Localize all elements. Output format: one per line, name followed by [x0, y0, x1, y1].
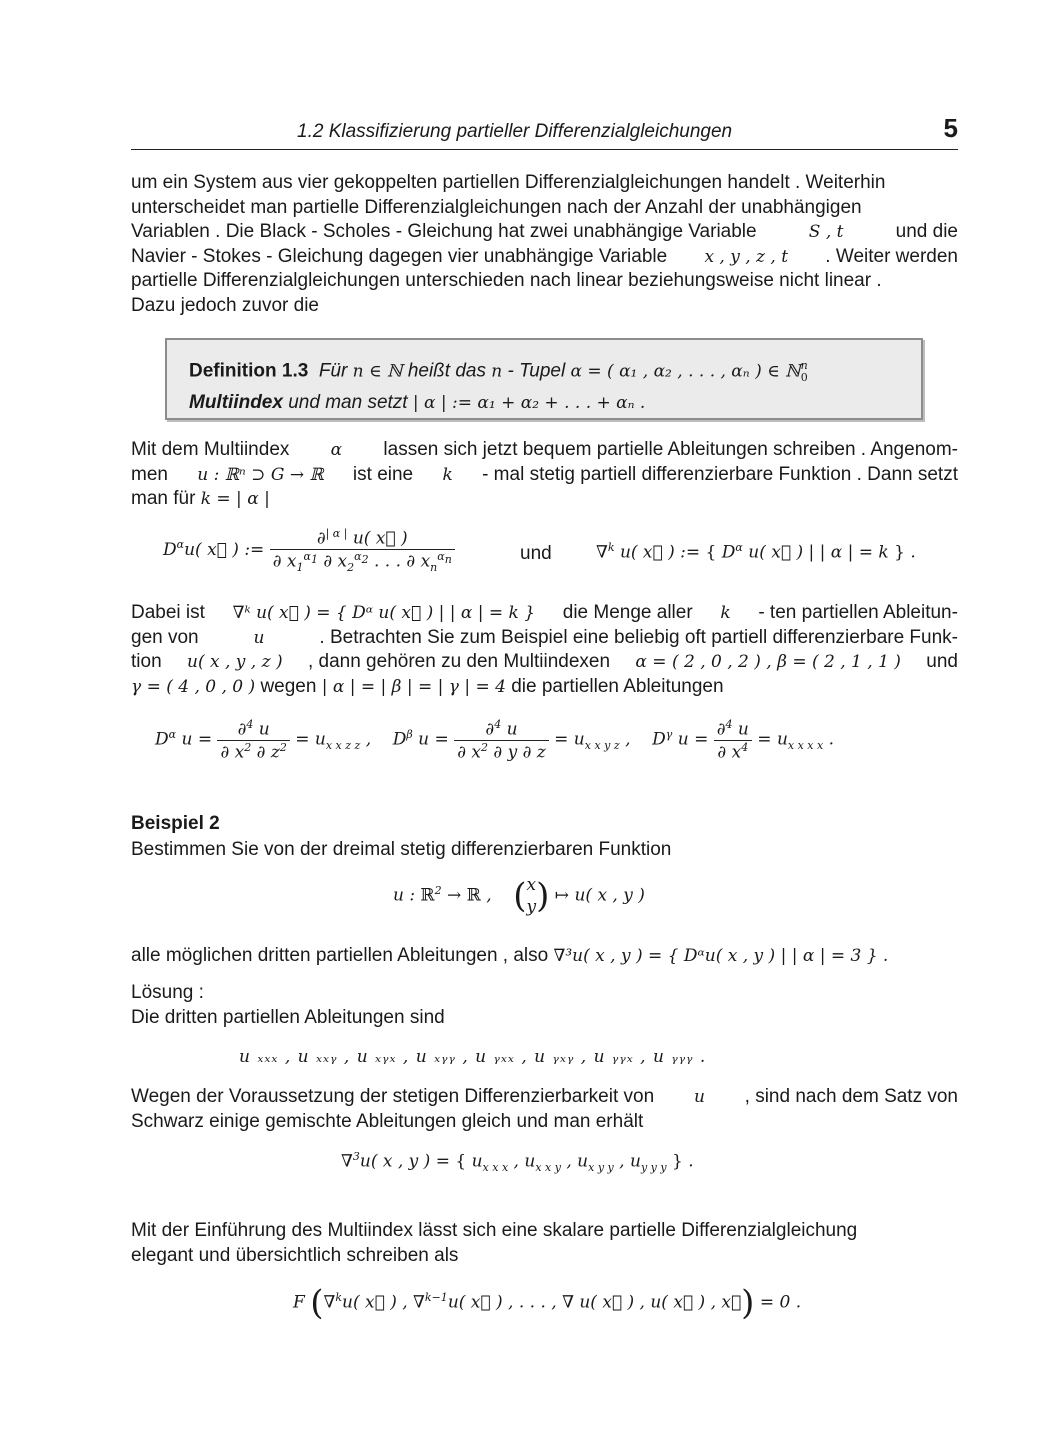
math-inline: u( x , y , z ) — [187, 652, 283, 673]
math-inline: ∇³u( x , y ) = { Dᵅu( x , y ) | | α | = 3 } . — [553, 946, 889, 966]
math-inline: k — [442, 464, 453, 485]
math-inline: | α | = | β | = | γ | = 4 — [321, 676, 506, 697]
text-fragment: , sind nach dem Satz von — [744, 1086, 958, 1107]
paragraph-closing — [131, 1219, 958, 1268]
text-fragment: Wegen der Voraussetzung der stetigen Differenzierbarkeit von — [131, 1086, 655, 1107]
text-fragment: - Tupel — [507, 360, 566, 382]
equation-third-derivatives: u ₓₓₓ , u ₓₓᵧ , u ₓᵧₓ , u ₓᵧᵧ , u ᵧₓₓ , u ᵧₓᵧ , u ᵧᵧₓ , u ᵧᵧᵧ . — [239, 1047, 707, 1067]
math-inline: x , y , z , t — [704, 246, 789, 267]
text-fragment: und man setzt — [288, 391, 408, 413]
text-fragment: die Menge aller — [562, 602, 693, 623]
math-fragment: = u — [295, 729, 326, 750]
text-fragment: ist eine — [352, 463, 414, 485]
math-subscript: x x y z — [584, 739, 620, 753]
definition-box — [165, 338, 923, 420]
text-line: unterscheidet man partielle Differenzialgleichungen nach der Anzahl der unabhängigen — [131, 196, 862, 218]
example-intro: Bestimmen Sie von der dreimal stetig differenzierbaren Funktion — [131, 839, 672, 860]
solution-text: Die dritten partiellen Ableitungen sind — [131, 1007, 445, 1028]
text-fragment: wegen — [260, 675, 317, 697]
math-inline: α = ( α₁ , α₂ , . . . , αₙ ) ∈ ℕ — [570, 361, 801, 382]
math-subscript: x x z z — [325, 739, 361, 753]
equation-function-definition: u : ℝ$^2$ → ℝ , ( x y ) ↦ u( x , y ) — [393, 875, 645, 917]
text-line: Schwarz einige gemischte Ableitungen gleich und man erhält — [131, 1110, 644, 1132]
definition-text: Definition 1.3 Für n ∈ ℕ heißt das n - Tupel α = ( α₁ , α₂ , . . . , αₙ ) ∈ ℕ$^n_0$ Multiindex und man setzt | α | := α₁ + α₂ + . . . + αₙ . — [189, 359, 808, 413]
math-inline: k — [720, 603, 731, 623]
math-fragment: = u — [757, 729, 788, 750]
equation-pde-general: F (∇$^k$u( x⃗ ) , ∇$^{k-1}$u( x⃗ ) , . . . , ∇ u( x⃗ ) , u( x⃗ ) , x⃗) = 0 . — [293, 1283, 802, 1323]
text-fragment: alle möglichen dritten partiellen Ableitungen , also — [131, 945, 549, 966]
text-fragment: - mal stetig partiell differenzierbare Funktion . Dann setzt — [482, 463, 958, 485]
text-fragment: . Betrachten Sie zum Beispiel eine beliebig oft partiell differenzierbare Funk- — [319, 626, 958, 648]
definition-term: Multiindex — [189, 391, 283, 413]
example-task-line — [131, 944, 958, 969]
math-inline: u — [253, 627, 265, 648]
math-fragment: = 0 . — [759, 1292, 802, 1313]
text-fragment: . Weiter werden — [825, 245, 958, 267]
math-inline: n ∈ ℕ — [352, 361, 403, 382]
math-inline: γ = ( 4 , 0 , 0 ) — [131, 676, 256, 697]
connector-word: und — [520, 543, 552, 564]
math-fragment: = u — [554, 729, 585, 750]
text-line: um ein System aus vier gekoppelten partiellen Differenzialgleichungen handelt . Weiterhin — [131, 172, 886, 193]
math-inline: S , t — [808, 222, 844, 243]
text-fragment: heißt das — [407, 360, 486, 382]
equation-derivative-definition: $D^\alpha u$( x⃗ ) := $\frac{\partial^{| \alpha |} u( x⃗ )}{\partial x_1^{\alpha_1} \partial x_2^{\alpha_2} . . . \partial x_n^{\alpha_n}}$ — [163, 527, 455, 574]
text-line — [131, 463, 958, 488]
text-line: Dazu jedoch zuvor die — [131, 294, 319, 316]
text-line — [131, 220, 958, 245]
math-inline: | α | := α₁ + α₂ + . . . + αₙ . — [412, 392, 646, 413]
page-number: 5 — [943, 113, 958, 143]
math-inline: n — [491, 361, 503, 382]
text-line — [131, 487, 958, 512]
text-fragment: men — [131, 463, 168, 485]
text-fragment: Dabei ist — [131, 602, 205, 623]
text-line — [131, 675, 958, 700]
math-subscript: x x x x — [787, 739, 824, 753]
text-fragment: und die — [895, 221, 958, 243]
text-fragment: die partiellen Ableitungen — [511, 675, 724, 697]
text-fragment: gen von — [131, 626, 199, 648]
math-inline: k = | α | — [200, 489, 270, 510]
text-fragment: Navier - Stokes - Gleichung dagegen vier unabhängige Variable — [131, 245, 668, 267]
text-fragment: Mit dem Multiindex — [131, 439, 290, 460]
definition-label: Definition 1.3 — [189, 360, 309, 382]
math-symbol: ∂ — [316, 528, 326, 549]
text-line — [131, 1085, 958, 1110]
page — [131, 0, 958, 1455]
text-fragment: lassen sich jetzt bequem partielle Ableitungen schreiben . Angenom- — [383, 439, 958, 460]
equation-gradient-result: ∇$^3$u( x , y ) = { $u_{x x x}$ , $u_{x x y}$ , $u_{x y y}$ , $u_{y y y}$ } . — [341, 1150, 694, 1175]
text-line — [131, 626, 958, 651]
text-fragment: und — [926, 651, 958, 673]
paragraph-multiindex — [131, 438, 958, 512]
math-inline: α = ( 2 , 0 , 2 ) , β = ( 2 , 1 , 1 ) — [635, 652, 901, 673]
running-header — [131, 113, 958, 150]
equation-partial-derivatives: $D^\alpha$ u = $\frac{\partial^4 u}{\partial x^2 \partial z^2}$ = $u_{x x z z}$ , $D^\beta$ u = $\frac{\partial^4 u}{\partial x^2 \partial y \partial z}$ = $u_{x x y z}$ , $D^\gamma$ u = $\frac{\partial^4 u}{\partial x^4}$ = $u_{x x x x}$ . — [155, 718, 835, 763]
fraction: $\frac{\partial^{| \alpha |} u( x⃗ )}{\partial x_1^{\alpha_1} \partial x_2^{\alpha_2} . . . \partial x_n^{\alpha_n}}$ — [270, 527, 455, 574]
equation-gradient-set: ∇$^k$ u( x⃗ ) := { $D^\alpha$ u( x⃗ ) | | α | = k } . — [596, 541, 916, 563]
text-line: elegant und übersichtlich schreiben als — [131, 1244, 459, 1266]
math-inline: u — [693, 1087, 705, 1107]
math-inline: u : ℝⁿ ⊃ G → ℝ — [197, 464, 324, 485]
text-line: partielle Differenzialgleichungen unterschieden nach linear beziehungsweise nicht linear . — [131, 270, 882, 292]
text-fragment: man für — [131, 488, 196, 510]
example-heading: Beispiel 2 — [131, 813, 220, 834]
paragraph-schwarz — [131, 1085, 958, 1134]
text-fragment: , dann gehören zu den Multiindexen — [307, 651, 611, 673]
text-line — [131, 650, 958, 675]
text-fragment: Variablen . Die Black - Scholes - Gleichung hat zwei unabhängige Variable — [131, 221, 757, 243]
text-fragment: - ten partiellen Ableitun- — [758, 602, 958, 623]
math-inline: ∇ᵏ u( x⃗ ) = { Dᵅ u( x⃗ ) | | α | = k } — [232, 603, 536, 623]
text-fragment: Für — [318, 360, 348, 382]
solution-label: Lösung : — [131, 982, 204, 1003]
text-line — [131, 601, 958, 626]
paragraph-intro — [131, 171, 958, 319]
text-line — [131, 438, 958, 463]
math-inline: α — [330, 440, 343, 460]
math-symbol: D — [163, 539, 177, 560]
paragraph-example-multiindex — [131, 601, 958, 699]
text-fragment: tion — [131, 651, 162, 673]
math-symbol: ∇ — [596, 542, 608, 563]
text-line — [131, 245, 958, 270]
text-line: Mit der Einführung des Multiindex lässt sich eine skalare partielle Differenzialgleichung — [131, 1220, 858, 1241]
section-title: 1.2 Klassifizierung partieller Differenzialgleichungen — [297, 121, 733, 142]
